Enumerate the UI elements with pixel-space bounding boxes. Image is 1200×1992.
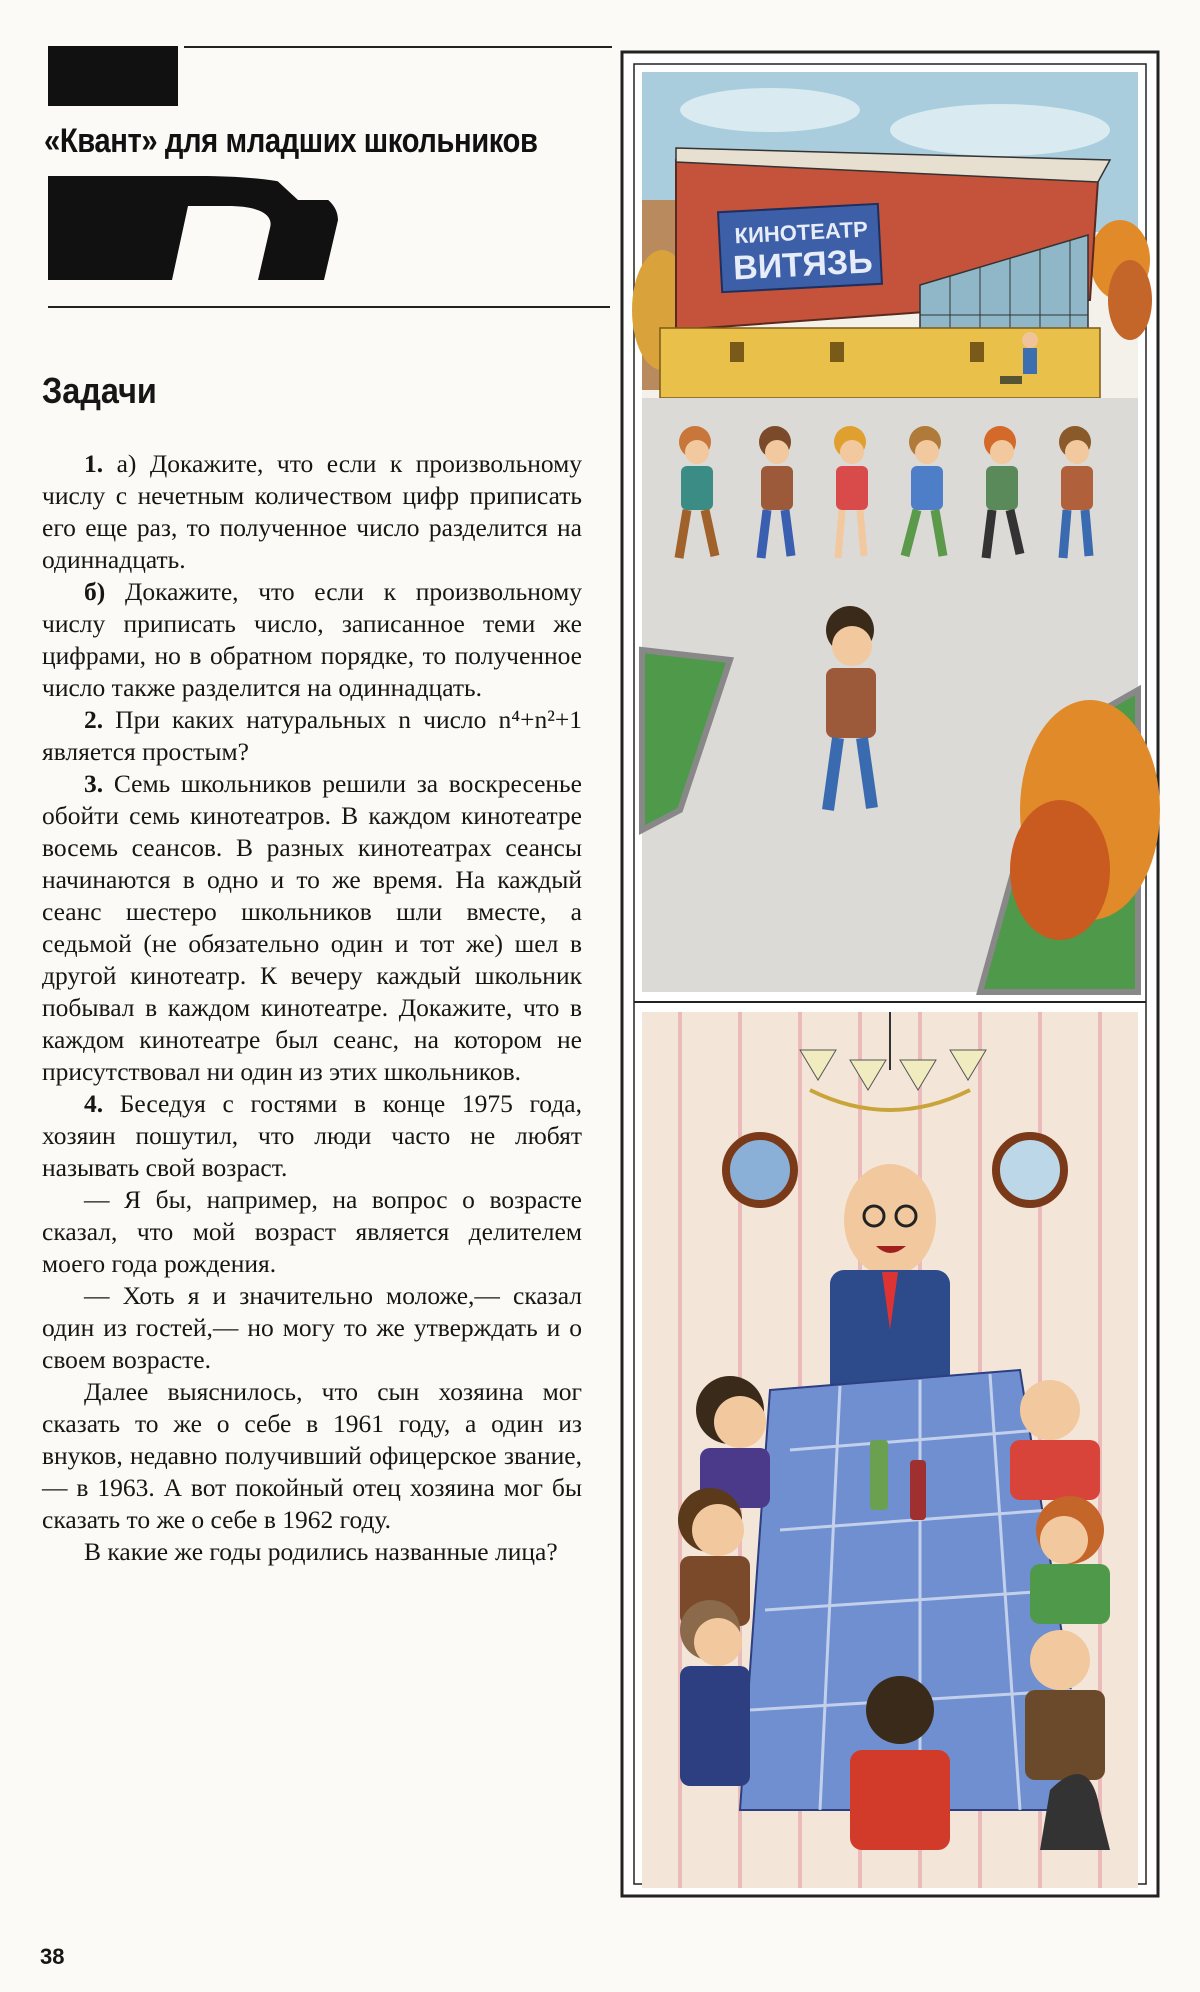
problem-1b: [42, 576, 582, 704]
page-number: 38: [40, 1944, 65, 1969]
portrait-right: [996, 1136, 1064, 1204]
article-column: [42, 370, 582, 1568]
problem-4-question: В какие же годы родились названные лица?: [84, 1537, 558, 1566]
problem-1a: [42, 448, 582, 576]
illustration: [620, 50, 1160, 1898]
problem-text: При каких натуральных n число n⁴+n²+1 является простым?: [42, 705, 582, 766]
article-heading: Задачи: [42, 370, 157, 411]
illustration-canvas: [620, 50, 1160, 1898]
problem-number: 4.: [84, 1089, 104, 1118]
cinema-sign-line1: КИНОТЕАТР: [733, 216, 869, 249]
section-title: «Квант» для младших школьников: [44, 122, 538, 160]
logo-bar: [48, 46, 178, 106]
problem-text: а) Докажите, что если к произвольному числу с нечетным количеством цифр приписать его еще раз, то полученное число разделится на одиннадцать.: [42, 449, 582, 574]
problem-text: Семь школьников решили за воскресенье обойти семь кинотеатров. В каждом кинотеатре восемь сеансов. В разных кинотеатрах сеансы начинаются в одно и то же время. На каждый сеанс шестеро школьников шли вместе, а седьмой (не обязательно один и тот же) шел в другой кинотеатр. К вечеру каждый школьник побывал в каждом кинотеатре. Докажите, что в каждом кинотеатре был сеанс, на котором не присутствовал ни один из этих школьников.: [42, 769, 582, 1086]
header-rule-bottom: [48, 306, 610, 308]
problem-number: 2.: [84, 705, 104, 734]
header-rule-top: [184, 46, 612, 48]
problem-2: [42, 704, 582, 768]
problem-number: 1.: [84, 449, 104, 478]
cinema-sign-line2: ВИТЯЗЬ: [732, 242, 874, 288]
problem-number: 3.: [84, 769, 104, 798]
panel-dinner: [642, 1012, 1138, 1888]
problem-4-continued: Далее выяснилось, что сын хозяина мог сказать то же о себе в 1961 году, а один из внуков, недавно получивший офицерское звание,— в 1963. А вот покойный отец хозяина мог бы сказать то же о себе в 1962 году.: [42, 1377, 582, 1534]
logo-letter-n: [48, 170, 378, 280]
section-header: [44, 44, 574, 314]
panel-cinema: [632, 72, 1160, 992]
dialogue-guest: — Хоть я и значительно моложе,— сказал один из гостей,— но могу то же утверждать и о своем возрасте.: [42, 1281, 582, 1374]
dialogue-host: — Я бы, например, на вопрос о возрасте сказал, что мой возраст является делителем моего года рождения.: [42, 1185, 582, 1278]
problem-number: б): [84, 577, 106, 606]
problem-3: [42, 768, 582, 1088]
portrait-left: [726, 1136, 794, 1204]
problem-text: Беседуя с гостями в конце 1975 года, хозяин пошутил, что люди часто не любят называть свой возраст.: [42, 1089, 582, 1182]
problem-text: Докажите, что если к произвольному числу приписать число, записанное теми же цифрами, но в обратном порядке, то полученное число также разделится на одиннадцать.: [42, 577, 582, 702]
problem-4: [42, 1088, 582, 1184]
